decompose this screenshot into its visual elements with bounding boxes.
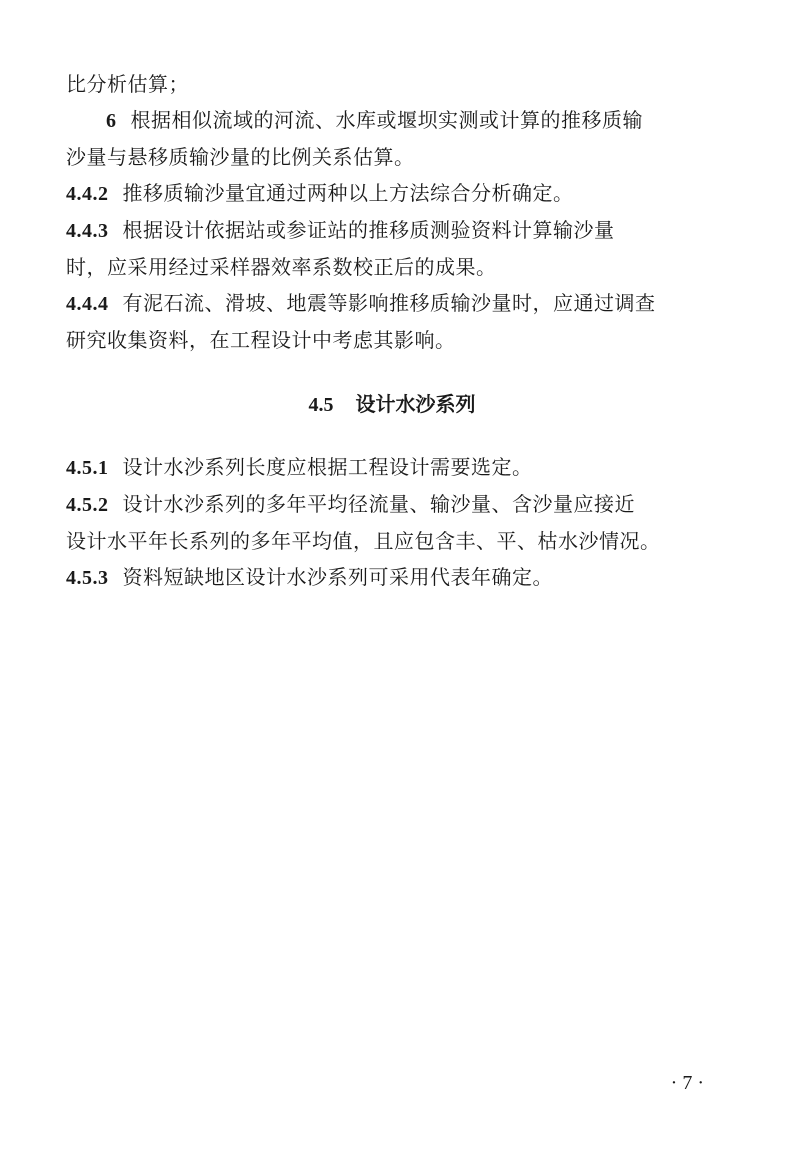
clause-text: 设计水沙系列的多年平均径流量、输沙量、含沙量应接近 <box>122 492 635 516</box>
clause-line-2: 设计水平年长系列的多年平均值，且应包含丰、平、枯水沙情况。 <box>66 529 661 553</box>
item-6-line-2: 沙量与悬移质输沙量的比例关系估算。 <box>66 145 415 169</box>
clause-line-2: 时，应采用经过采样器效率系数校正后的成果。 <box>66 255 497 279</box>
clause-4-4-4 <box>66 285 718 358</box>
clause-number: 4.4.2 <box>66 183 109 205</box>
clause-text: 推移质输沙量宜通过两种以上方法综合分析确定。 <box>122 181 574 205</box>
clause-line-1 <box>66 559 718 596</box>
clause-line-1 <box>66 285 718 322</box>
item-text: 根据相似流域的河流、水库或堰坝实测或计算的推移质输 <box>130 108 643 132</box>
section-heading <box>66 386 718 423</box>
clause-4-5-1 <box>66 449 718 486</box>
clause-line-1 <box>66 449 718 486</box>
clause-number: 4.5.2 <box>66 494 109 516</box>
clause-text: 有泥石流、滑坡、地震等影响推移质输沙量时，应通过调查 <box>122 291 656 315</box>
clause-number: 4.5.3 <box>66 567 109 589</box>
section-title: 设计水沙系列 <box>355 392 476 416</box>
clause-number: 4.4.4 <box>66 293 109 315</box>
page-number: · 7 · <box>670 1072 704 1094</box>
item-6-line-1 <box>66 102 718 139</box>
item-6 <box>66 102 718 175</box>
clause-text: 设计水沙系列长度应根据工程设计需要选定。 <box>122 455 533 479</box>
clause-line-1 <box>66 175 718 212</box>
clause-line-1 <box>66 486 718 523</box>
document-page <box>66 66 718 596</box>
section-number: 4.5 <box>308 394 334 416</box>
clause-4-4-2 <box>66 175 718 212</box>
clause-number: 4.4.3 <box>66 220 109 242</box>
clause-text: 根据设计依据站或参证站的推移质测验资料计算输沙量 <box>122 218 615 242</box>
clause-line-1 <box>66 212 718 249</box>
clause-4-4-3 <box>66 212 718 285</box>
clause-number: 4.5.1 <box>66 457 109 479</box>
clause-4-5-2 <box>66 486 718 559</box>
clause-line-2: 研究收集资料，在工程设计中考虑其影响。 <box>66 328 456 352</box>
paragraph-continuation: 比分析估算； <box>66 72 189 96</box>
item-number: 6 <box>106 110 117 132</box>
clause-4-5-3 <box>66 559 718 596</box>
clause-text: 资料短缺地区设计水沙系列可采用代表年确定。 <box>122 565 553 589</box>
